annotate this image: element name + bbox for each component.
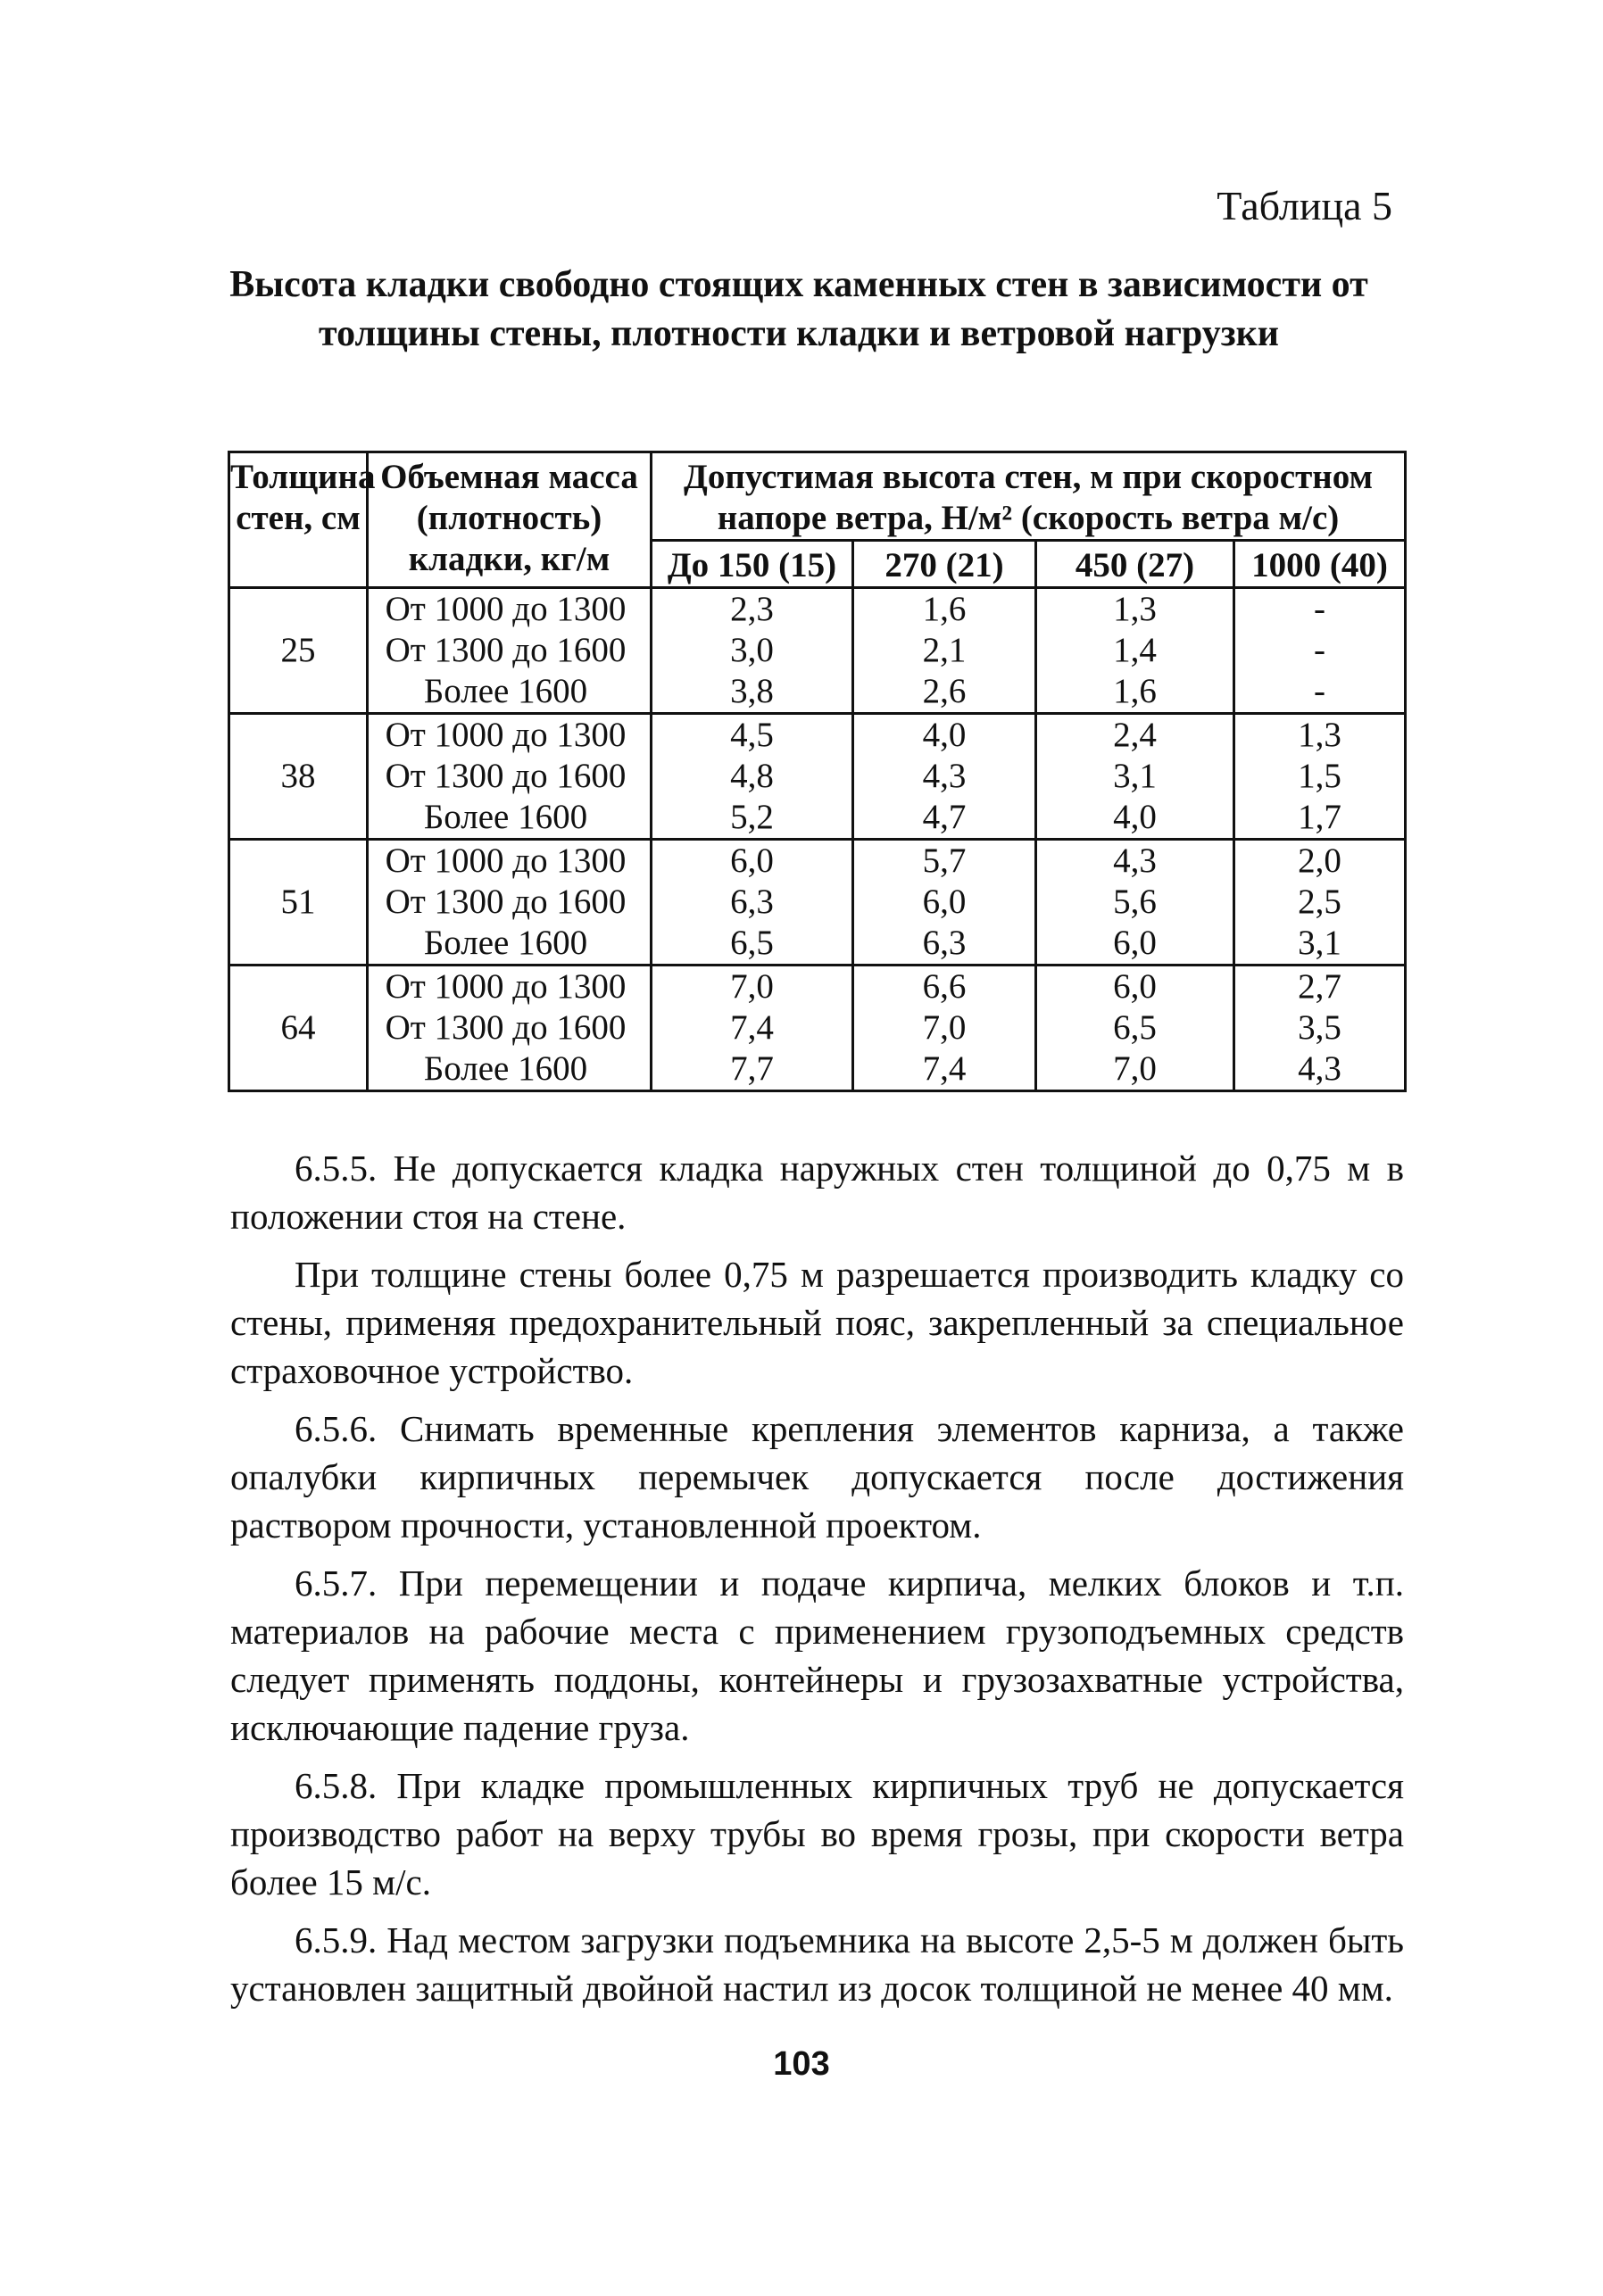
- height-value: 7,0: [730, 967, 774, 1006]
- height-value: 2,4: [1113, 716, 1157, 754]
- header-wind-col: 270 (21): [853, 541, 1036, 588]
- height-value: 7,7: [730, 1049, 774, 1088]
- height-value: 1,6: [1113, 672, 1157, 710]
- height-value: 4,8: [730, 757, 774, 795]
- table-row-group: [229, 966, 1406, 1091]
- value-cell: [1036, 588, 1234, 714]
- density-value: Более 1600: [423, 1049, 588, 1088]
- value-cell: [652, 588, 853, 714]
- density-value: От 1300 до 1600: [385, 631, 627, 669]
- header-thickness: Толщина стен, см: [229, 452, 368, 588]
- height-value: 6,0: [922, 883, 967, 921]
- density-value: От 1300 до 1600: [385, 1008, 627, 1047]
- height-value: 5,6: [1113, 883, 1157, 921]
- table-row-group: [229, 840, 1406, 966]
- table-title: Высота кладки свободно стоящих каменных стен в зависимости от толщины стены, плотности кладки и ветровой нагрузки: [229, 264, 1368, 354]
- height-value: 4,0: [922, 716, 967, 754]
- height-value: 1,4: [1113, 631, 1157, 669]
- height-value: 6,0: [1113, 924, 1157, 962]
- density-value: От 1000 до 1300: [385, 716, 627, 754]
- height-value: 5,2: [730, 798, 774, 836]
- value-cell: [652, 714, 853, 840]
- height-value: 6,5: [730, 924, 774, 962]
- paragraph-6-5-6: 6.5.6. Снимать временные крепления элементов карниза, а также опалубки кирпичных перемычек допускается после достижения раствором прочности, установленной проектом.: [230, 1408, 1404, 1546]
- height-value: 1,3: [1113, 590, 1157, 628]
- body-text: [230, 1144, 1404, 2022]
- thickness-cell: 51: [229, 840, 368, 966]
- value-cell: [1036, 714, 1234, 840]
- height-value: 6,3: [922, 924, 967, 962]
- height-value: 3,0: [730, 631, 774, 669]
- density-value: От 1000 до 1300: [385, 841, 627, 880]
- height-value: 6,0: [730, 841, 774, 880]
- header-wind-col: 1000 (40): [1234, 541, 1406, 588]
- height-value: -: [1314, 672, 1326, 710]
- table-header-row: [229, 452, 1406, 541]
- height-value: 7,0: [1113, 1049, 1157, 1088]
- height-value: 1,5: [1298, 757, 1341, 795]
- header-density: Объемная масса (плотность) кладки, кг/м: [368, 452, 652, 588]
- height-value: 2,6: [922, 672, 967, 710]
- header-allowed-height: Допустимая высота стен, м при скоростном напоре ветра, Н/м² (скорость ветра м/с): [652, 452, 1406, 541]
- height-value: -: [1314, 590, 1326, 628]
- table-label: Таблица 5: [1217, 183, 1392, 228]
- table-row-group: [229, 588, 1406, 714]
- height-value: 2,7: [1298, 967, 1341, 1006]
- height-value: 7,0: [922, 1008, 967, 1047]
- height-value: 7,4: [922, 1049, 967, 1088]
- height-value: 6,5: [1113, 1008, 1157, 1047]
- density-cell: [368, 714, 652, 840]
- value-cell: [652, 966, 853, 1091]
- header-wind-col: 450 (27): [1036, 541, 1234, 588]
- height-value: 4,0: [1113, 798, 1157, 836]
- paragraph-6-5-7: 6.5.7. При перемещении и подаче кирпича, мелких блоков и т.п. материалов на рабочие места с применением грузоподъемных средств следует применять поддоны, контейнеры и грузозахватные устройства, исключающие падение груза.: [230, 1562, 1404, 1748]
- value-cell: [1036, 840, 1234, 966]
- density-value: От 1300 до 1600: [385, 757, 627, 795]
- height-value: -: [1314, 631, 1326, 669]
- density-value: От 1000 до 1300: [385, 590, 627, 628]
- density-cell: [368, 588, 652, 714]
- height-value: 2,0: [1298, 841, 1341, 880]
- density-value: От 1300 до 1600: [385, 883, 627, 921]
- value-cell: [853, 714, 1036, 840]
- density-value: Более 1600: [423, 924, 588, 962]
- paragraph: При толщине стены более 0,75 м разрешается производить кладку со стены, применяя предохранительный пояс, закрепленный за специальное страховочное устройство.: [230, 1254, 1404, 1391]
- height-value: 4,3: [1113, 841, 1157, 880]
- density-cell: [368, 840, 652, 966]
- height-value: 3,8: [730, 672, 774, 710]
- thickness-cell: 64: [229, 966, 368, 1091]
- thickness-cell: 38: [229, 714, 368, 840]
- value-cell: [652, 840, 853, 966]
- height-value: 4,5: [730, 716, 774, 754]
- density-value: От 1000 до 1300: [385, 967, 627, 1006]
- height-value: 2,5: [1298, 883, 1341, 921]
- paragraph-6-5-9: 6.5.9. Над местом загрузки подъемника на высоте 2,5-5 м должен быть установлен защитный двойной настил из досок толщиной не менее 40 мм.: [230, 1919, 1404, 2009]
- header-wind-col: До 150 (15): [652, 541, 853, 588]
- height-value: 1,7: [1298, 798, 1341, 836]
- density-cell: [368, 966, 652, 1091]
- value-cell: [853, 840, 1036, 966]
- thickness-cell: 25: [229, 588, 368, 714]
- value-cell: [1234, 840, 1406, 966]
- density-value: Более 1600: [423, 672, 588, 710]
- paragraph-6-5-8: 6.5.8. При кладке промышленных кирпичных труб не допускается производство работ на верху трубы во время грозы, при скорости ветра более 15 м/с.: [230, 1765, 1404, 1902]
- wall-height-table: [228, 451, 1407, 1092]
- paragraph-6-5-5: 6.5.5. Не допускается кладка наружных стен толщиной до 0,75 м в положении стоя на стене.: [230, 1148, 1404, 1237]
- height-value: 3,1: [1298, 924, 1341, 962]
- value-cell: [1234, 588, 1406, 714]
- value-cell: [1036, 966, 1234, 1091]
- value-cell: [1234, 714, 1406, 840]
- height-value: 1,6: [922, 590, 967, 628]
- page-number: 103: [773, 2045, 830, 2083]
- value-cell: [853, 966, 1036, 1091]
- height-value: 4,3: [1298, 1049, 1341, 1088]
- height-value: 2,1: [922, 631, 967, 669]
- value-cell: [1234, 966, 1406, 1091]
- height-value: 2,3: [730, 590, 774, 628]
- density-value: Более 1600: [423, 798, 588, 836]
- height-value: 6,3: [730, 883, 774, 921]
- height-value: 4,7: [922, 798, 967, 836]
- height-value: 1,3: [1298, 716, 1341, 754]
- value-cell: [853, 588, 1036, 714]
- height-value: 3,1: [1113, 757, 1157, 795]
- height-value: 6,0: [1113, 967, 1157, 1006]
- height-value: 5,7: [922, 841, 967, 880]
- height-value: 3,5: [1298, 1008, 1341, 1047]
- height-value: 7,4: [730, 1008, 774, 1047]
- table-row-group: [229, 714, 1406, 840]
- height-value: 4,3: [922, 757, 967, 795]
- height-value: 6,6: [922, 967, 967, 1006]
